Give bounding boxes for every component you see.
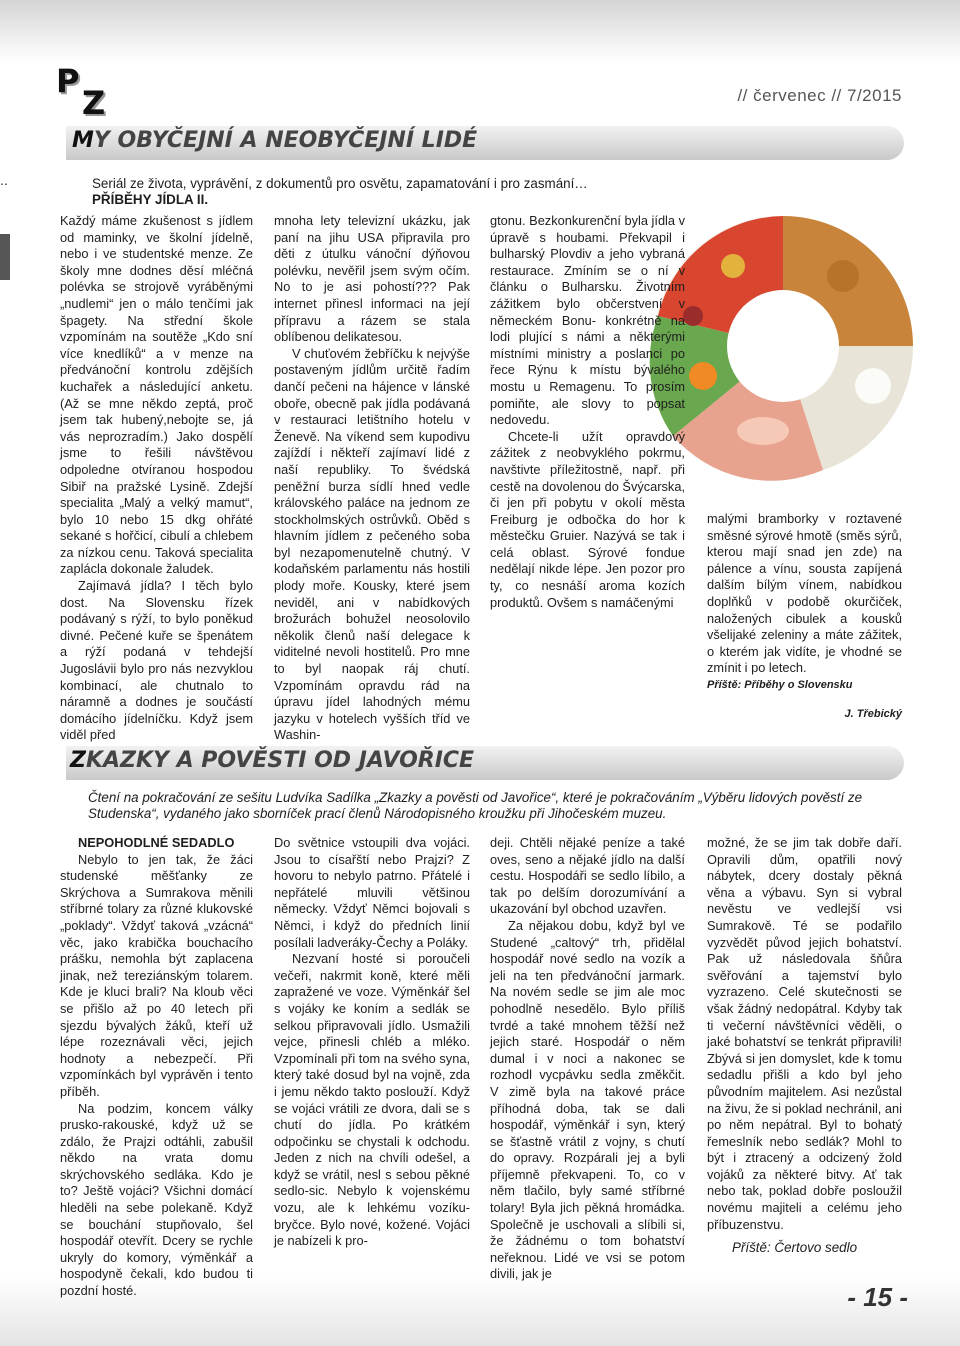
article2-heading: NEPOHODLNÉ SEDADLO [78,835,235,850]
article1-title-rest: Y OBYČEJNÍ A NEOBYČEJNÍ LIDÉ [93,128,478,153]
paragraph: gtonu. Bezkonkurenční byla jídla v úpravě s houbami. Překvapil i bulharský Plovdiv a jeho vybraná restaurace. Zmíním se o ní v článku o Bulharsku. Životním zážitkem bylo občerstvení v německém Bonu- konkrétně na lodi plující s námi a některými místními ministry a poslanci po řece Rýnu k místu bývalého mostu u Remagenu. To prosím pomiňte, ale slovy to popsat nedovedu. [490,213,685,428]
issue-date: // červenec // 7/2015 [737,86,902,105]
paragraph: malými bramborky v roztavené směsné sýrové hmotě (směs sýrů, kterou mají snad jen zde) na pálence a vínu, sousta zapíjená dalším bílým vínem, nabídkou doplňků v podobě okurčiček, naložených cibulek a kousků všelijaké zeleniny a máte zážitek, o kterém jak vidíte, je vhodné se zmínit i po letech. [707,511,902,676]
article1-column-4 [707,511,902,722]
author-signature: J. Třebický [844,707,902,720]
paragraph: Zajímavá jídla? I těch bylo dost. Na Slovensku řízek podávaný s rýží, to bylo poněkud divné. Pečené kuře se špenátem a rýží podaná v tehdejší Jugoslávii bylo pro nás nezvyklou kombinací, ale chutnalo to náramně a dodnes je součástí domácího jídelníčku. Když jsem viděl před [60,578,253,743]
paragraph: Nezvaní hosté si poroučeli večeři, nakrmit koně, které měli zapražené ve voze. Výměnkář šel s vojáky ke koním a sedlák se selkou připravovali jídlo. Usmažili vejce, přinesli chléb a mléko. Vzpomínali při tom na svého syna, který také dosud byl na vojně, zda i jemu někdo takto poslouží. Když se vojáci vrátili ze dvora, dali se s chutí do jídla. Po krátkém odpočinku se chystali k odchodu. Jeden z nich na chvíli odešel, a když se vrátil, nesl s sebou pěkné sedlo-sic. Nebylo k vojenskému vozu, ale k lehkému vozíku-bryčce. Bylo nové, kožené. Vojáci je nabízeli k pro- [274,951,470,1249]
article1-heading: PŘÍBĚHY JÍDLA II. [92,192,209,207]
logo-letter-z: Z [82,84,106,122]
paragraph: Za nějakou dobu, když byl ve Studené „caltový“ trh, přidělal hospodář nové sedlo na vozík a jeli na ten předvánoční jarmark. Na novém sedle se jim ale moc pohodlně nesedělo. Bylo příliš tvrdé a také mnohem těžší než jejich staré. Hospodář o něm dumal i v noci a nakonec se rozhodl vycpávku sedla změkčit. V zimě byla na takové práce příhodná doba, tak se dali hospodář, výměnkář i syn, který se šťastně vrátil z vojny, s chutí do opravy. Rozpárali jej a byli příjemně překvapeni. To, co v něm tlačilo, byly samé stříbrné tolary! Byla jich pěkná hromádka. Společně je uschovali a slíbili si, že žádnému o tom bohatství neřeknou. Lidé ve vsi se potom divili, jak je [490,917,685,1282]
article2-title-initial: Z [70,748,86,773]
margin-dots: .. [0,172,8,188]
article1-column-3 [490,213,685,611]
side-tab-marker [0,234,10,280]
article1-column-1 [60,213,253,744]
food-ring [650,216,913,481]
article2-column-3 [490,835,685,1283]
paragraph: Chcete-li užít opravdový zážitek z neobvyklého pokrmu, navštivte příležitostně, např. při cestě na dovolenou do Švýcarska, či jen při pobytu v okolí města Freiburg je odbočka do hor k městečku Gruier. Nazývá se tak i celá oblast. Sýrové fondue nedělají nikde lépe. Jen pozor pro ty, co nesnáší aroma kozích produktů. Ovšem s namáčenými [490,428,685,610]
article2-lead: Čtení na pokračování ze sešitu Ludvíka Sadílka „Zkazky a pověsti od Javořice“, které je pokračováním „Výběru lidových pověstí ze Studenska“, vydaného jako sborníček prací členů Národopisného kroužku při Jihočeském muzeu. [88,790,863,822]
paragraph: Každý máme zkušenost s jídlem od maminky, ve školní jídelně, nebo i ve studentské menze. Ze školy mne dodnes děsí mléčná polévka se strojově vyráběnými „nudlemi“ jen o málo tenčími jak špagety. Na střední škole vzpomínám na soutěže „Kdo sní více knedlíků“ a v menze na předvánoční kontrolu zdějších kuchařek a následující anketu. (Až se mne někdo zeptá, proč jsem tak hubený,nebojte se, já vás neprozradím.) Jako dospělí jsme to řešili návštěvou odpoledne otvíranou hospodou Sibiř na pražské Lysině. Zdejší specialita „Malý a velký mamut“, bylo 10 nebo 15 dkg ohřáté sekané s hořčicí, cibulí a chlebem za nízkou cenu. Taková specialita zaplácla dokonale žaludek. [60,213,253,577]
paragraph: V chuťovém žebříčku k nejvýše postaveným jídlům určitě řadím dančí pečeni na hájence v lánské oboře, obecně pak jídla podávaná v restauraci letištního hotelu v Ženevě. Na víkend sem kupodivu zajíždí i někteří zajímaví lidé z naší republiky. To švédská peněžní burza sídlí hned vedle královského paláce na jednom ze stockholmských ostrůvků. Oběd s hlavním jídlem z pečeného soba byl nezapomenutelně chutný. V kodaňském parlamentu nás hostili plody moře. Kousky, které jsem neviděl, ani v nabídkových brožurách bohužel neosolovilo několik členů naší delegace k viditelné nevoli hostitelů. Pro mne to byl naopak ráj chutí. Vzpomínám opravdu rád na úpravu jídel lahodných mému jazyku v hotelech vyšších tříd ve Washin- [274,345,470,743]
article2-column-2 [274,835,470,1250]
magazine-logo [56,62,116,124]
paragraph: Do světnice vstoupili dva vojáci. Jsou to císařští nebo Prajzi? Z hovoru to nebylo patrno. Přátelé i nepřátelé mluvili většinou německy. Vždyť Němci bojovali s Němci, i když do předních linií posílali ladveráky-Čechy a Poláky. [274,835,470,950]
paragraph: deji. Chtěli nějaké peníze a také oves, seno a nějaké jídlo na další cestu. Hospodáři se sedlo líbilo, a tak po delším dorozumívání a ukazování byl obchod uzavřen. [490,835,685,917]
page-number: - 15 - [847,1282,908,1312]
article2-next-episode: Příště: Čertovo sedlo [732,1240,858,1255]
article1-column-2 [274,213,470,744]
paragraph: možné, že se jim tak dobře daří. Opravili dům, opatřili nový nábytek, dcery dostaly pěkná věna a výbavu. Syn si vybral nevěstu ve vedlejší vsi Sumrakově. Té se podařilo vyzvědět původ jejich bohatství. Pak už následovala šňůra svěřování a tajemství bylo vyzrazeno. Celé skutečnosti se však žádný nedopátral. Kdyby tak ti večerní návštěvníci věděli, o jaké bohatství se tenkrát připravili! Zbývá si jen domyslet, kde k tomu sedadlu přišli a kdo byl jeho původním majitelem. Asi nezůstal na živu, že si poklad nechránil, ani po něm nepátral. Byl to bohatý řemeslník nebo sedlák? Mohl to být i ztracený a odcizený žold vojáků za některé bitvy. Ať tak nebo tak, poklad dobře posloužil novému majiteli a celému jeho příbuzenstvu. [707,835,902,1232]
article2-column-4 [707,835,902,1233]
article2-column-1 [60,835,253,1300]
header-background [0,0,960,64]
article1-title [72,128,477,153]
paragraph: Nebylo to jen tak, že žáci studenské měšťanky ze Skrýchova a Sumrakova měnili stříbrné tolary za různé klukovské „poklady“. Vždyť taková „vzácná“ věc, jako krabička bouchacího prášku, nemohla být zaplacena jinak, než tereziánským tolarem. Kde je kluci brali? Na kloub věci se přišlo až po 40 letech při sjezdu bývalých žáků, kteří už lépe rozeznávali věci, jejich hodnoty a nebezpečí. Při vzpomínkách byl vyprávěn i tento příběh. [60,851,253,1099]
next-episode-note: Příště: Příběhy o Slovensku [707,678,853,691]
logo-letter-p: P [56,62,80,100]
article1-subtitle: Seriál ze života, vyprávění, z dokumentů pro osvětu, zapamatování i pro zasmání… [92,176,588,191]
paragraph: mnoha lety televizní ukázku, jak paní na jihu USA připravila pro děti z útulku vánoční dýňovou polévku, nevěřil jsem svým očím. No to je asi pohostí??? Pak internet přinesl informaci na její přípravu a rázem se stala oblíbenou delikatesou. [274,213,470,345]
paragraph: Na podzim, koncem války prusko-rakouské, když už se zdálo, že Prajzi odtáhli, zabušil někdo na vrata domu skrýchovského sedláka. Kdo je to? Ještě vojáci? Všichni domácí hleděli na sebe polekaně. Když se bouchání stupňovalo, šel hospodář otevřít. Dcery se rychle ukryly do komory, výměnkář a hospodyně čekali, kdo budou ti pozdní hosté. [60,1100,253,1299]
article2-title [70,748,474,773]
article1-intro [92,176,588,208]
article1-title-initial: M [72,128,94,153]
article2-title-rest: KAZKY A POVĚSTI OD JAVOŘICE [85,748,475,773]
